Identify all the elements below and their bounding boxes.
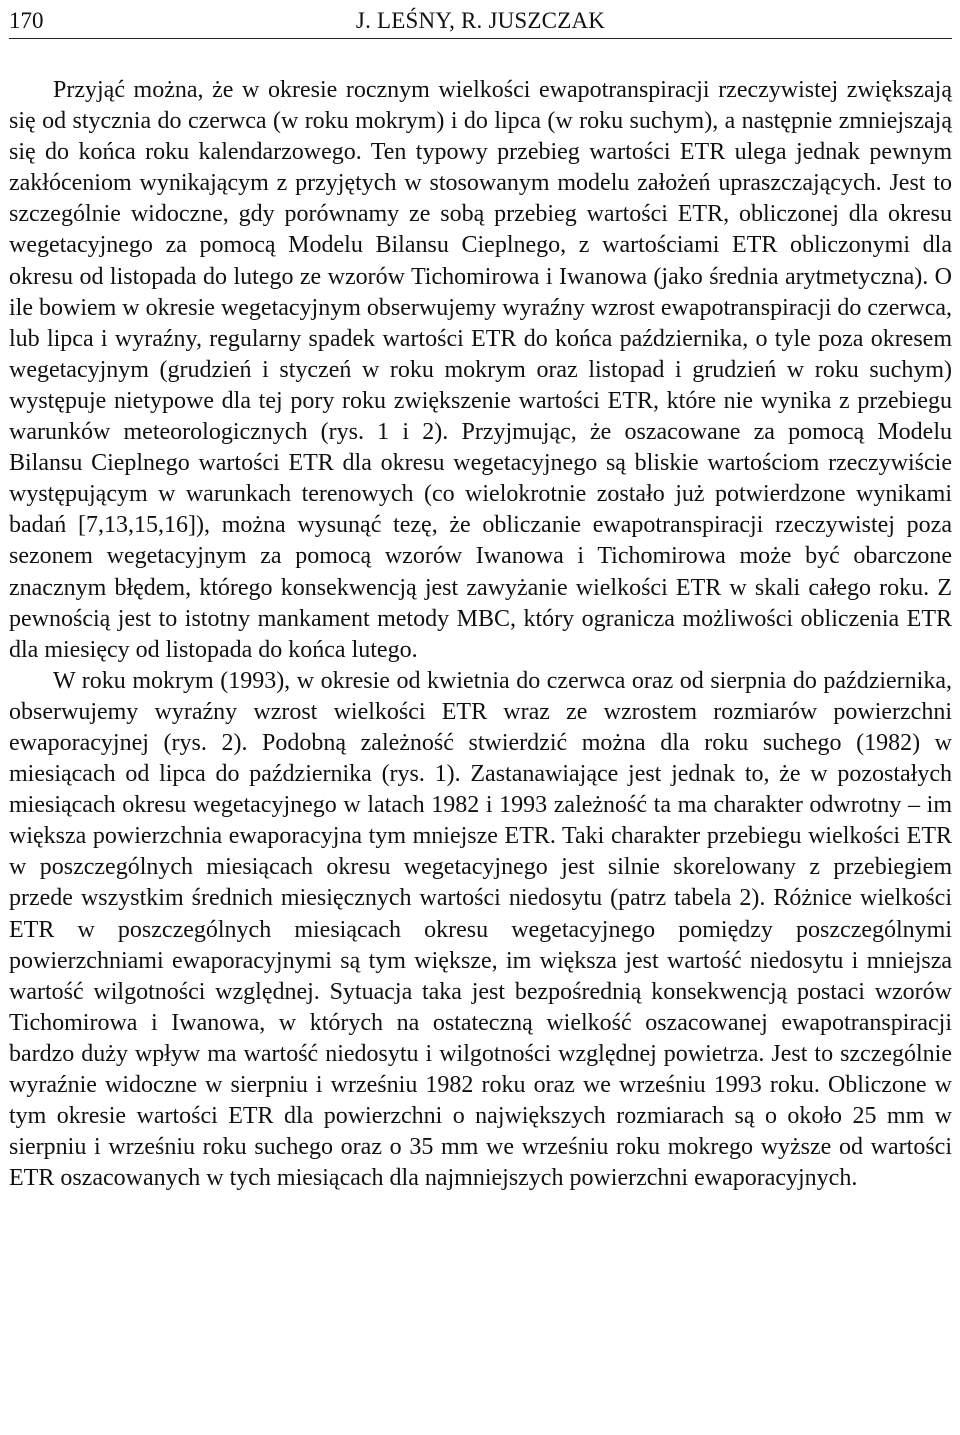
page-number: 170 bbox=[9, 8, 44, 33]
document-page bbox=[9, 0, 952, 1194]
paragraph-2: W roku mokrym (1993), w okresie od kwietnia do czerwca oraz od sierpnia do października, obserwujemy wyraźny wzrost wielkości ETR wraz ze wzrostem rozmiarów powierzchni ewaporacyjnej (rys. 2). Podobną zależność stwierdzić można dla roku suchego (1982) w miesiącach od lipca do października (rys. 1). Zastanawiające jest jednak to, że w pozostałych miesiącach okresu wegetacyjnego w latach 1982 i 1993 zależność ta ma charakter odwrotny – im większa powierzchnia ewaporacyjna tym mniejsze ETR. Taki charakter przebiegu wielkości ETR w poszczególnych miesiącach okresu wegetacyjnego jest silnie skorelowany z przebiegiem przede wszystkim średnich miesięcznych wartości niedosytu (patrz tabela 2). Różnice wielkości ETR w poszczególnych miesiącach okresu wegetacyjnego pomiędzy poszczególnymi powierzchniami ewaporacyjnymi są tym większe, im większa jest wartość niedosytu i mniejsza wartość wilgotności względnej. Sytuacja taka jest bezpośrednią konsekwencją postaci wzorów Tichomirowa i Iwanowa, w których na ostateczną wielkość oszacowanej ewapotranspiracji bardzo duży wpływ ma wartość niedosytu i wilgotności względnej powietrza. Jest to szczególnie wyraźnie widoczne w sierpniu i wrześniu 1982 roku oraz we wrześniu 1993 roku. Obliczone w tym okresie wartości ETR dla powierzchni o największych rozmiarach są o około 25 mm w sierpniu i wrześniu roku suchego oraz o 35 mm we wrześniu roku mokrego wyższe od wartości ETR oszacowanych w tych miesiącach dla najmniejszych powierzchni ewaporacyjnych. bbox=[9, 667, 952, 1192]
paragraph-1: Przyjąć można, że w okresie rocznym wielkości ewapotranspiracji rzeczywistej zwiększają się od stycznia do czerwca (w roku mokrym) i do lipca (w roku suchym), a następnie zmniejszają się do końca roku kalendarzowego. Ten typowy przebieg wartości ETR ulega jednak pewnym zakłóceniom wynikającym z przyjętych w stosowanym modelu założeń upraszczających. Jest to szczególnie widoczne, gdy porównamy ze sobą przebieg wartości ETR, obliczonej dla okresu wegetacyjnego za pomocą Modelu Bilansu Cieplnego, z wartościami ETR obliczonymi dla okresu od listopada do lutego ze wzorów Tichomirowa i Iwanowa (jako średnia arytmetyczna). O ile bowiem w okresie wegetacyjnym obserwujemy wyraźny wzrost ewapotranspiracji do czerwca, lub lipca i wyraźny, regularny spadek wartości ETR do końca października, o tyle poza okresem wegetacyjnym (grudzień i styczeń w roku mokrym oraz listopad i grudzień w roku suchym) występuje nietypowe dla tej pory roku zwiększenie wartości ETR, które nie wynika z przebiegu warunków meteorologicznych (rys. 1 i 2). Przyjmując, że oszacowane za pomocą Modelu Bilansu Cieplnego wartości ETR dla okresu wegetacyjnego są bliskie wartościom rzeczywiście występującym w warunkach terenowych (co wielokrotnie zostało już potwierdzone wynikami badań [7,13,15,16]), można wysunąć tezę, że obliczanie ewapotranspiracji rzeczywistej poza sezonem wegetacyjnym za pomocą wzorów Iwanowa i Tichomirowa może być obarczone znacznym błędem, którego konsekwencją jest zawyżanie wielkości ETR w skali całego roku. Z pewnością jest to istotny mankament metody MBC, który ogranicza możliwości obliczenia ETR dla miesięcy od listopada do końca lutego. bbox=[9, 77, 952, 663]
running-header bbox=[9, 0, 952, 39]
running-title: J. LEŚNY, R. JUSZCZAK bbox=[355, 8, 606, 33]
body-text bbox=[9, 75, 952, 1194]
